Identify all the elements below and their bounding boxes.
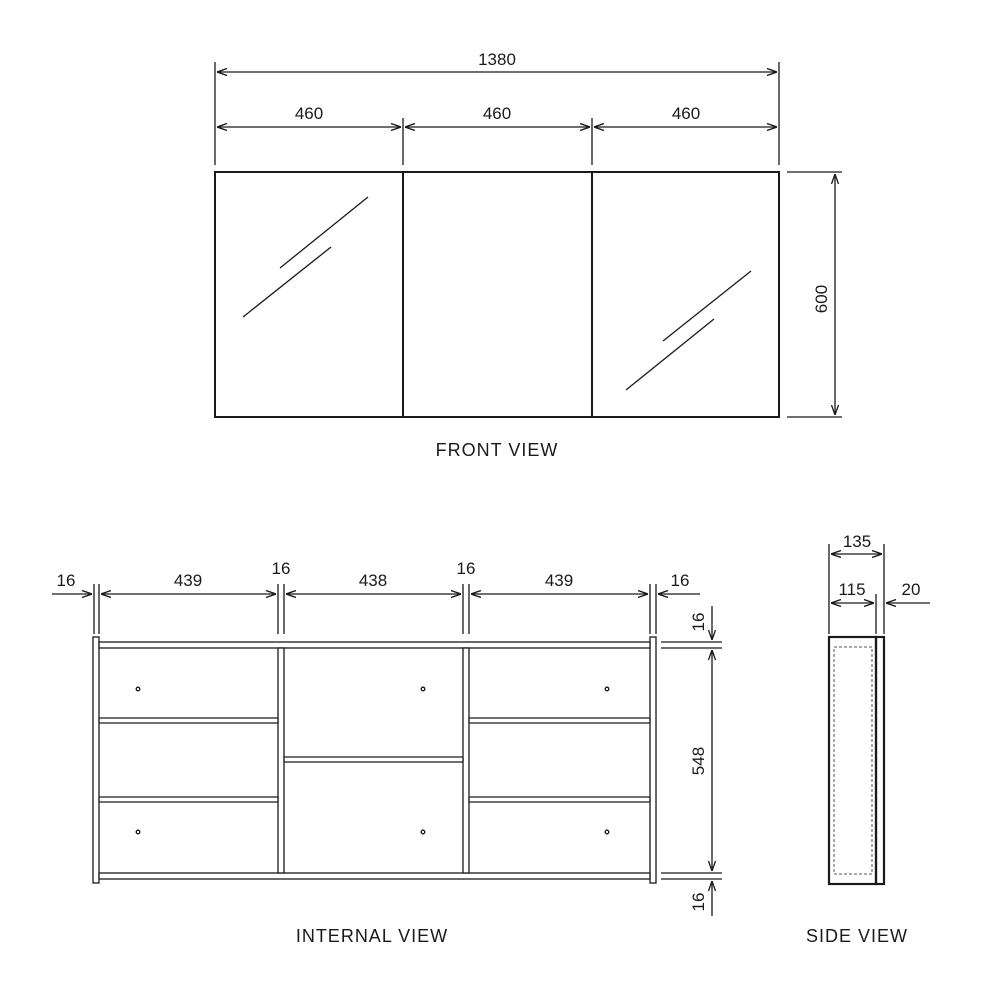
vertical-divider bbox=[278, 648, 284, 873]
glass-shelf bbox=[469, 797, 650, 802]
door-width-label-center: 460 bbox=[482, 104, 512, 123]
right-side-panel bbox=[650, 637, 656, 883]
internal-view-caption: INTERNAL VIEW bbox=[295, 926, 449, 946]
vertical-divider bbox=[463, 648, 469, 873]
right-bay-width-label: 439 bbox=[544, 571, 574, 590]
internal-view bbox=[52, 559, 722, 946]
left-side-panel bbox=[93, 637, 99, 883]
cabinet-outline bbox=[215, 172, 779, 417]
door-width-label-right: 460 bbox=[671, 104, 701, 123]
mirror-reflection-mark bbox=[280, 197, 368, 268]
overall-width-label: 1380 bbox=[478, 50, 516, 69]
glass-shelf bbox=[99, 718, 278, 723]
front-view-caption: FRONT VIEW bbox=[435, 440, 559, 460]
mirror-reflection-mark bbox=[626, 319, 714, 390]
internal-height-label: 548 bbox=[689, 746, 708, 776]
pin-hole bbox=[605, 687, 609, 691]
glass-shelf bbox=[284, 757, 463, 762]
height-label: 600 bbox=[812, 284, 831, 314]
mirror-reflection-mark bbox=[663, 271, 751, 341]
door-profile bbox=[876, 637, 884, 884]
pin-hole bbox=[421, 830, 425, 834]
hidden-edge-lines bbox=[834, 647, 872, 874]
door-width-label-left: 460 bbox=[294, 104, 324, 123]
pin-hole bbox=[136, 830, 140, 834]
door-depth-label: 20 bbox=[901, 580, 921, 599]
left-panel-thickness-label: 16 bbox=[56, 571, 76, 590]
pin-hole bbox=[605, 830, 609, 834]
overall-depth-label: 135 bbox=[842, 532, 872, 551]
divider-thickness-label-left: 16 bbox=[271, 559, 291, 578]
glass-shelf bbox=[99, 797, 278, 802]
front-view bbox=[215, 50, 842, 460]
bottom-thickness-label: 16 bbox=[689, 892, 708, 912]
pin-hole bbox=[421, 687, 425, 691]
side-view-caption: SIDE VIEW bbox=[805, 926, 909, 946]
divider-thickness-label-right: 16 bbox=[456, 559, 476, 578]
cabinet-body-profile bbox=[829, 637, 876, 884]
bottom-panel bbox=[99, 873, 650, 879]
center-bay-width-label: 438 bbox=[358, 571, 388, 590]
top-panel bbox=[99, 642, 650, 648]
pin-hole bbox=[136, 687, 140, 691]
mirror-reflection-mark bbox=[243, 247, 331, 317]
right-panel-thickness-label: 16 bbox=[670, 571, 690, 590]
glass-shelf bbox=[469, 718, 650, 723]
body-depth-label: 115 bbox=[838, 580, 866, 599]
top-thickness-label: 16 bbox=[689, 612, 708, 632]
side-view bbox=[806, 532, 930, 946]
left-bay-width-label: 439 bbox=[173, 571, 203, 590]
